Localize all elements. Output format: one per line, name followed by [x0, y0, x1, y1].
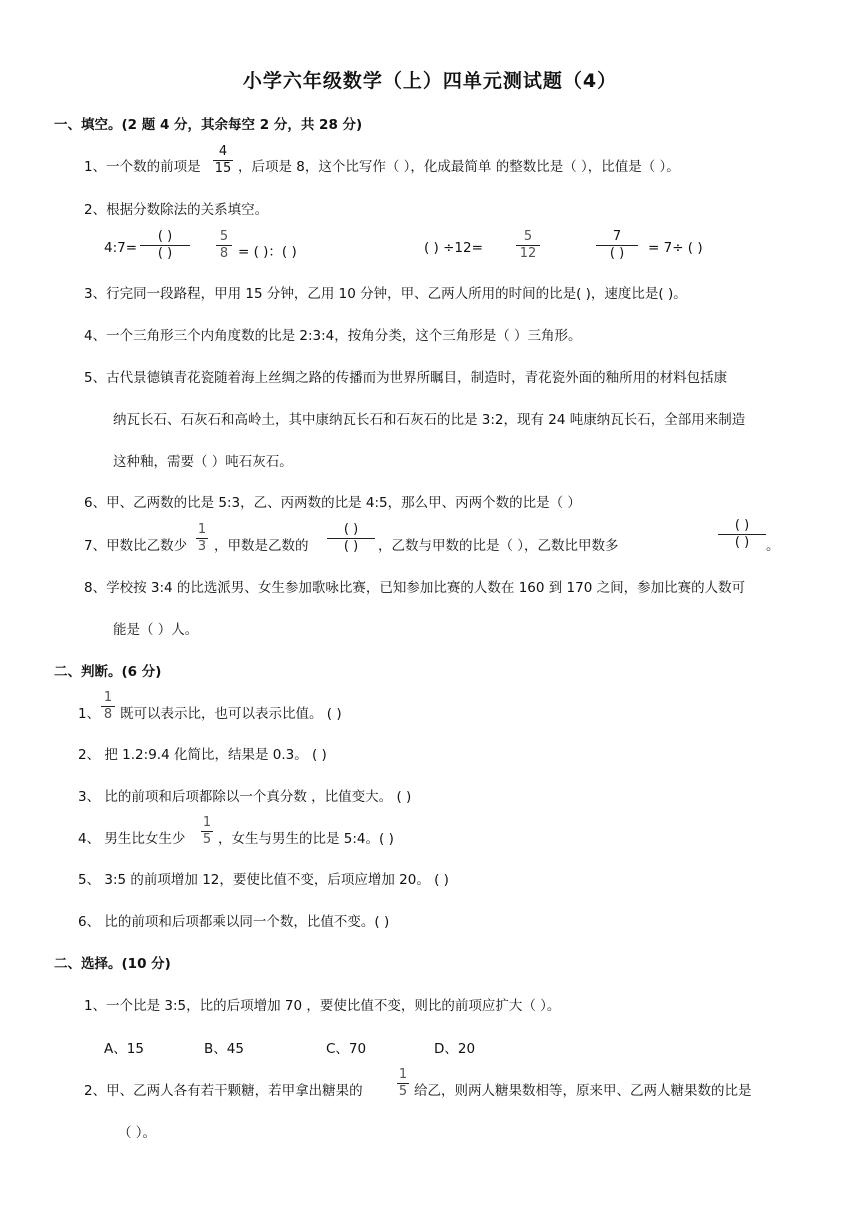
- judge-4-text: ，女生与男生的比是 5:4。( ): [218, 831, 394, 847]
- judge-3-text: 3、 比的前项和后项都除以一个真分数 ，比值变大。 ( ): [78, 789, 412, 805]
- q1-2-a-blank-fraction: ( ) ( ): [140, 229, 190, 262]
- judge-5-text: 5、 3:5 的前项增加 12，要使比值不变，后项应增加 20。 ( ): [78, 872, 449, 888]
- q1-7-blank-fraction-2: ( ) ( ): [718, 518, 766, 551]
- q1-5-line3: 这种釉，需要（ ）吨石灰石。: [113, 454, 293, 470]
- choice-2-text-b: 给乙，则两人糖果数相等，原来甲、乙两人糖果数的比是: [414, 1083, 752, 1099]
- q1-7-text-c: ，乙数与甲数的比是（ ），乙数比甲数多: [378, 538, 619, 554]
- judge-1-prefix: 1、: [78, 706, 101, 722]
- section-3-heading: 二、选择。(10 分): [54, 956, 171, 972]
- judge-1-fraction: $\frac{1}{8}$: [101, 690, 115, 723]
- section-2-heading: 二、判断。(6 分): [54, 664, 162, 680]
- judge-4-fraction: $\frac{1}{5}$: [202, 815, 212, 847]
- q1-1-text-b: ，后项是 8，这个比写作（ ），化成最简单 的整数比是（ ），比值是（ ）。: [238, 159, 680, 175]
- q1-7-text-d: 。: [766, 538, 780, 554]
- q1-4-text: 4、一个三角形三个内角度数的比是 2:3:4，按角分类，这个三角形是（ ）三角形。: [84, 328, 582, 344]
- choice-2-text-a: 2、甲、乙两人各有若干颗糖，若甲拿出糖果的: [84, 1083, 363, 1099]
- choice-1-option-d: D、20: [434, 1041, 476, 1057]
- q1-2-text: 2、根据分数除法的关系填空。: [84, 202, 269, 218]
- choice-1-text: 1、一个比是 3:5，比的后项增加 70 ，要使比值不变，则比的前项应扩大（ ）。: [84, 998, 561, 1014]
- q1-5-line1: 5、古代景德镇青花瓷随着海上丝绸之路的传播而为世界所瞩目，制造时，青花瓷外面的釉所用的材料包括康: [84, 370, 728, 386]
- judge-2-text: 2、 把 1.2:9.4 化简比，结果是 0.3。 ( ): [78, 747, 327, 763]
- q1-1-fraction: $\frac{4}{15}$: [214, 144, 232, 176]
- section-1-heading: 一、填空。(2 题 4 分，其余每空 2 分，共 28 分): [54, 117, 363, 133]
- q1-2-d-fraction: 7 ( ): [596, 229, 638, 262]
- q1-2-b-fraction: $\frac{5}{8}$: [216, 229, 232, 262]
- q1-6-text: 6、甲、乙两数的比是 5:3，乙、丙两数的比是 4:5，那么甲、丙两个数的比是（ ）: [84, 495, 581, 511]
- q1-2-c-fraction: $\frac{5}{12}$: [516, 229, 540, 262]
- q1-2-c-text: ( ) ÷12=: [424, 240, 483, 256]
- q1-1-text-a: 1、一个数的前项是: [84, 159, 201, 175]
- judge-4-prefix: 4、 男生比女生少: [78, 831, 186, 847]
- q1-7-fraction: $\frac{1}{3}$: [197, 522, 207, 554]
- judge-1-text: 既可以表示比，也可以表示比值。 ( ): [120, 706, 342, 722]
- q1-8-line1: 8、学校按 3:4 的比选派男、女生参加歌咏比赛，已知参加比赛的人数在 160 到 170 之间，参加比赛的人数可: [84, 580, 746, 596]
- q1-3-text: 3、行完同一段路程，甲用 15 分钟，乙用 10 分钟，甲、乙两人所用的时间的比是( )，速度比是( )。: [84, 286, 687, 302]
- choice-1-option-b: B、45: [204, 1041, 244, 1057]
- q1-2-a-prefix: 4:7=: [104, 240, 138, 256]
- q1-2-d-text: = 7÷ ( ): [648, 240, 703, 256]
- choice-1-option-c: C、70: [326, 1041, 367, 1057]
- page-title: 小学六年级数学（上）四单元测试题（4）: [242, 70, 618, 92]
- q1-7-text-b: ，甲数是乙数的: [214, 538, 309, 554]
- q1-7-blank-fraction-1: ( ) ( ): [327, 522, 375, 555]
- q1-2-b-text: = ( )：( ): [238, 244, 297, 260]
- q1-5-line2: 纳瓦长石、石灰石和高岭土，其中康纳瓦长石和石灰石的比是 3:2，现有 24 吨康纳瓦长石，全部用来制造: [113, 412, 746, 428]
- choice-2-fraction: $\frac{1}{5}$: [398, 1067, 408, 1099]
- choice-1-option-a: A、15: [104, 1041, 144, 1057]
- q1-7-text-a: 7、甲数比乙数少: [84, 538, 188, 554]
- choice-2-line2: （ ）。: [118, 1125, 157, 1141]
- judge-6-text: 6、 比的前项和后项都乘以同一个数，比值不变。( ): [78, 914, 390, 930]
- q1-8-line2: 能是（ ）人。: [113, 622, 199, 638]
